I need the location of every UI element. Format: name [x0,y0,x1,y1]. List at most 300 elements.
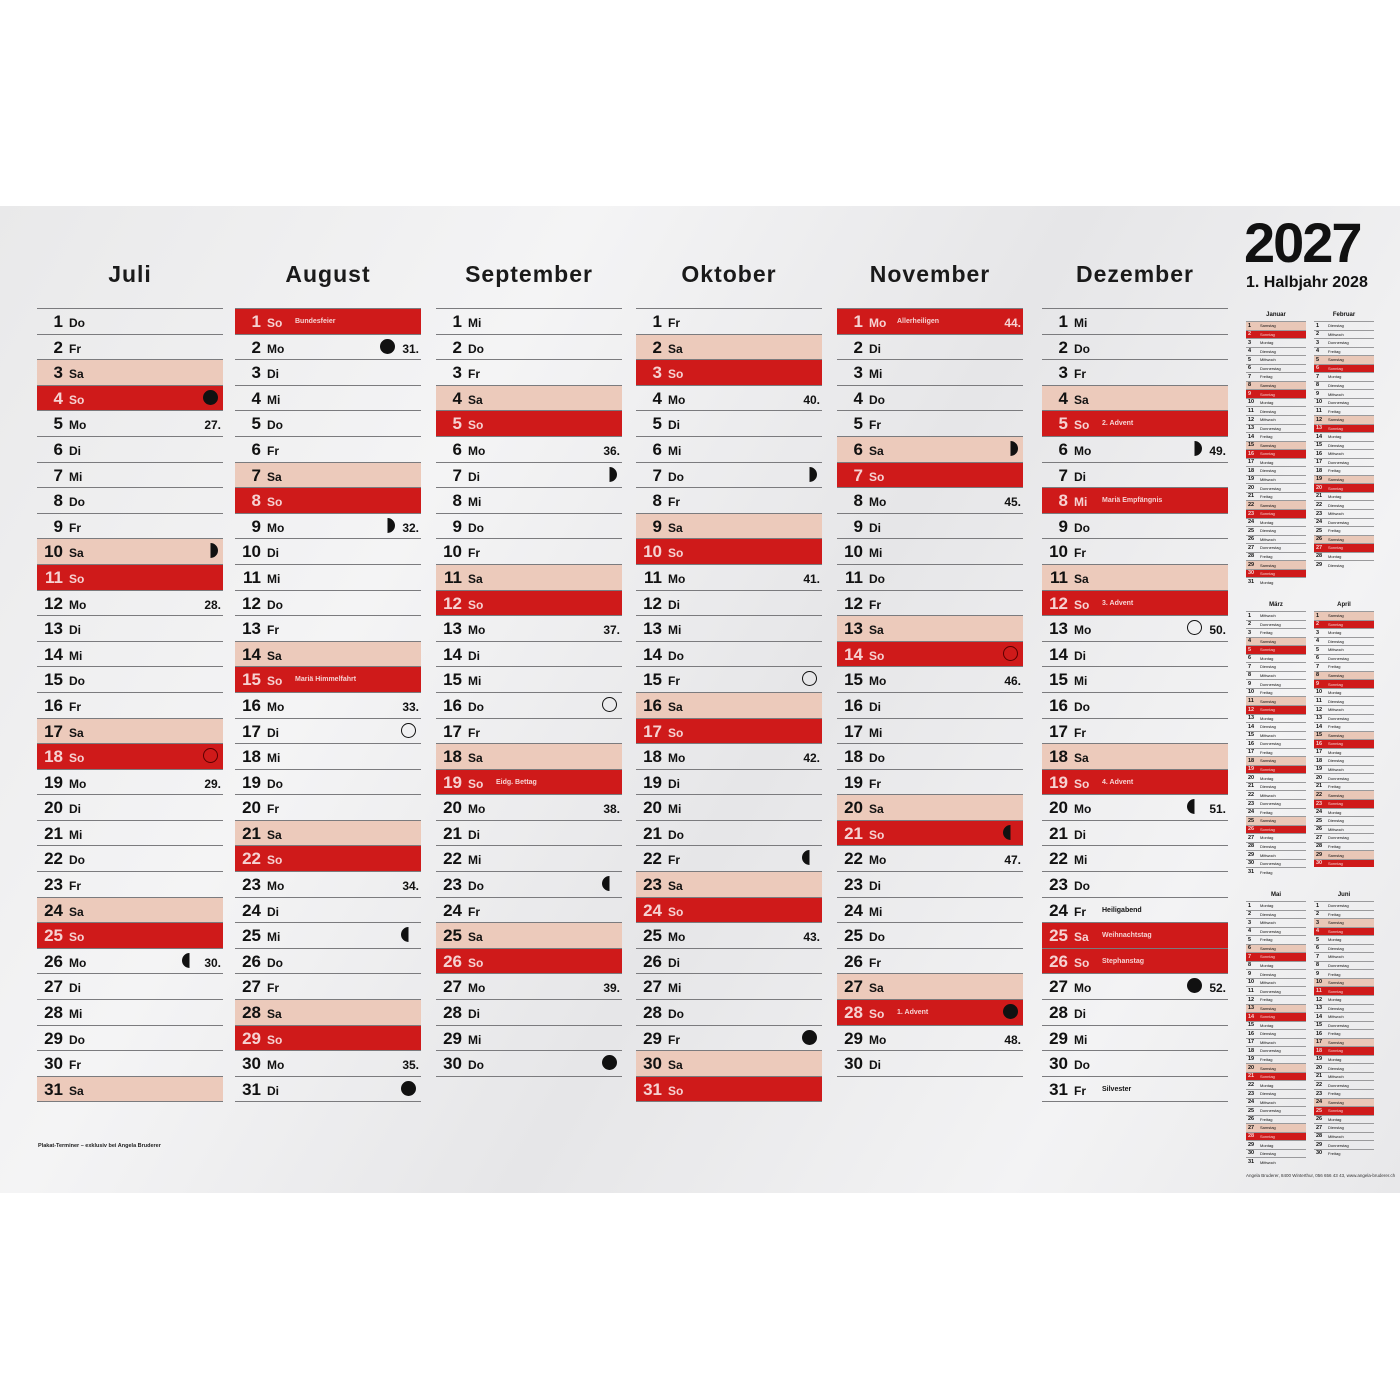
mini-day-number: 29 [1316,561,1323,568]
weekday: Do [869,571,885,586]
mini-weekday: Sonntag [1260,647,1275,653]
day-number: 23 [242,875,261,895]
mini-weekday: Dienstag [1328,1005,1344,1011]
mini-weekday: Mittwoch [1328,954,1344,960]
weekday: Mi [869,367,883,382]
day-row [436,334,622,360]
mini-day-number: 20 [1248,1064,1255,1071]
day-row [636,410,822,436]
new-moon-icon [602,1055,617,1070]
day-row [436,590,622,616]
mini-day-row [1246,569,1306,578]
mini-weekday: Mittwoch [1260,732,1276,738]
weekday: Sa [1074,392,1089,407]
mini-weekday: Freitag [1328,843,1341,849]
day-row [1042,922,1228,948]
mini-day-row [1246,381,1306,390]
mini-weekday: Freitag [1260,1116,1273,1122]
weekday: Mi [69,827,83,842]
mini-month-title: Februar [1332,312,1356,318]
mini-weekday: Freitag [1328,408,1341,414]
mini-day-number: 13 [1316,715,1323,722]
mini-weekday: Mittwoch [1260,920,1276,926]
day-number: 23 [844,875,863,895]
day-row [837,385,1023,411]
day-row [235,385,421,411]
mini-day-number: 10 [1248,979,1255,986]
weekday: Mo [468,443,486,458]
mini-day-number: 17 [1248,749,1255,756]
day-row [1042,641,1228,667]
weekday: Do [267,776,283,791]
mini-weekday: Donnerstag [1260,861,1281,867]
weekday: Do [69,495,85,510]
weekday: Mi [267,930,281,945]
mini-weekday: Dienstag [1260,1151,1276,1157]
day-row [1042,948,1228,974]
mini-day-number: 8 [1248,962,1252,969]
day-number: 26 [242,951,261,971]
day-number: 6 [53,439,63,459]
weekday: Mi [668,802,682,817]
day-row [436,718,622,744]
mini-day-row [1246,918,1306,927]
mini-day-number: 25 [1248,1107,1255,1114]
mini-weekday: Montag [1260,459,1274,465]
mini-weekday: Montag [1328,997,1342,1003]
weekday: Fr [267,443,279,458]
mini-day-row [1246,773,1306,782]
holiday-label: Weihnachtstag [1102,932,1152,940]
week-number: 29. [204,776,221,791]
year-title: 2027 [1244,211,1361,274]
week-number: 40. [803,392,820,407]
day-row [37,897,223,923]
mini-weekday: Samstag [1260,442,1276,448]
day-number: 30 [443,1054,462,1074]
mini-day-row [1314,458,1374,467]
day-row [37,308,223,334]
mini-weekday: Freitag [1328,664,1341,670]
mini-day-number: 31 [1248,1158,1255,1165]
mini-day-number: 19 [1316,476,1323,483]
day-number: 25 [443,926,462,946]
weekday: Sa [468,571,483,586]
mini-weekday: Montag [1260,655,1274,661]
weekday: Fr [869,776,881,791]
month-title: Juli [108,261,152,287]
mini-weekday: Freitag [1260,809,1273,815]
day-row [37,334,223,360]
day-number: 15 [844,670,863,690]
mini-day-number: 22 [1316,1081,1323,1088]
column-end-rule [1042,1101,1228,1102]
mini-weekday: Montag [1260,340,1274,346]
weekday: Do [267,597,283,612]
mini-day-row [1246,1012,1306,1021]
mini-day-number: 21 [1248,1073,1255,1080]
mini-day-number: 12 [1316,416,1323,423]
mini-day-row [1246,535,1306,544]
mini-weekday: Mittwoch [1328,1074,1344,1080]
mini-month-title: Mai [1270,892,1281,898]
day-number: 24 [1049,900,1068,920]
day-row [436,538,622,564]
mini-weekday: Freitag [1260,749,1273,755]
mini-day-row [1246,731,1306,740]
mini-day-number: 28 [1316,1133,1323,1140]
mini-weekday: Sonntag [1328,365,1343,371]
mini-day-row [1246,1157,1306,1166]
mini-day-row [1246,620,1306,629]
mini-day-row [1246,808,1306,817]
weekday: Fr [668,853,680,868]
mini-day-number: 20 [1316,774,1323,781]
weekday: Di [468,469,480,484]
day-row [235,615,421,641]
day-number: 1 [53,312,63,331]
holiday-label: 3. Advent [1102,599,1134,607]
half-year-subtitle: 1. Halbjahr 2028 [1246,274,1368,291]
mini-day-number: 29 [1316,851,1323,858]
mini-day-number: 3 [1248,629,1252,636]
mini-day-row [1314,1063,1374,1072]
weekday: Mi [468,674,482,689]
weekday: Sa [69,1083,84,1098]
day-number: 13 [44,619,63,639]
weekday: Mi [1074,495,1088,510]
mini-day-row [1246,1080,1306,1089]
mini-day-number: 7 [1248,663,1252,670]
weekday: Di [69,623,81,638]
mini-day-row [1314,986,1374,995]
mini-day-row [1314,1149,1374,1158]
day-row [235,359,421,385]
mini-weekday: Donnerstag [1260,928,1281,934]
day-number: 4 [1058,388,1068,408]
weekday: Di [1074,827,1086,842]
week-number: 27. [204,418,221,433]
mini-weekday: Samstag [1328,477,1344,483]
mini-day-row [1246,825,1306,834]
day-row [37,820,223,846]
weekday: Fr [668,674,680,689]
day-number: 1 [853,312,863,331]
mini-day-row [1246,415,1306,424]
weekday: Sa [468,930,483,945]
day-row [1042,538,1228,564]
day-row [837,513,1023,539]
mini-day-number: 6 [1248,945,1252,952]
weekday: Sa [69,725,84,740]
day-number: 25 [643,926,662,946]
day-row [436,359,622,385]
mini-weekday: Sonntag [1260,1074,1275,1080]
weekday: So [267,495,283,510]
mini-day-row [1314,969,1374,978]
mini-day-row [1246,526,1306,535]
day-number: 28 [242,1003,261,1023]
mini-weekday: Donnerstag [1328,775,1349,781]
month-title: November [869,261,991,287]
day-number: 19 [1049,772,1068,792]
day-number: 10 [643,542,662,562]
mini-day-row [1314,995,1374,1004]
mini-weekday: Sonntag [1328,621,1343,627]
holiday-label: 2. Advent [1102,420,1134,428]
day-row [837,743,1023,769]
mini-day-row [1246,722,1306,731]
day-row [436,462,622,488]
mini-day-number: 15 [1316,442,1323,449]
mini-day-row [1314,1055,1374,1064]
mini-day-number: 1 [1316,612,1320,619]
mini-weekday: Montag [1260,903,1274,909]
mini-day-row [1246,1021,1306,1030]
weekday: Sa [267,1007,282,1022]
weekday: So [1074,955,1090,970]
column-end-rule [837,1076,1023,1077]
mini-weekday: Montag [1328,809,1342,815]
mini-day-number: 19 [1316,1056,1323,1063]
mini-weekday: Montag [1260,1142,1274,1148]
day-number: 17 [242,721,261,741]
weekday: Mo [267,341,285,356]
weekday: So [869,827,885,842]
mini-day-number: 26 [1316,536,1323,543]
last-quarter-moon-icon [182,953,197,968]
mini-day-row [1314,645,1374,654]
mini-day-number: 12 [1316,706,1323,713]
day-number: 5 [53,414,63,434]
mini-month [1246,312,1306,586]
day-number: 13 [1049,619,1068,639]
day-number: 25 [242,926,261,946]
week-number: 30. [204,955,221,970]
mini-day-row [1246,654,1306,663]
day-number: 19 [44,772,63,792]
mini-day-row [1314,381,1374,390]
mini-day-number: 27 [1248,1124,1255,1131]
mini-day-number: 27 [1316,1124,1323,1131]
weekday: Fr [1074,367,1086,382]
day-number: 27 [1049,977,1068,997]
day-row [235,436,421,462]
mini-day-row [1314,773,1374,782]
mini-weekday: Montag [1260,400,1274,406]
day-number: 7 [1058,465,1068,485]
first-quarter-moon-icon [602,467,617,482]
mini-day-row [1314,799,1374,808]
weekday: So [267,674,283,689]
mini-weekday: Samstag [1260,1125,1276,1131]
day-row [837,487,1023,513]
day-row [1042,564,1228,590]
mini-day-number: 1 [1248,902,1252,909]
day-number: 27 [643,977,662,997]
mini-weekday: Donnerstag [1260,425,1281,431]
weekday: Fr [869,955,881,970]
mini-day-row [1314,620,1374,629]
day-row [37,359,223,385]
mini-day-row [1314,321,1374,330]
weekday: Mo [668,571,686,586]
weekday: Do [1074,520,1090,535]
mini-weekday: Donnerstag [1328,1082,1349,1088]
mini-day-row [1246,321,1306,330]
day-number: 2 [53,337,63,357]
mini-day-number: 14 [1248,433,1255,440]
mini-day-number: 16 [1316,740,1323,747]
mini-weekday: Sonntag [1260,826,1275,832]
mini-weekday: Samstag [1328,536,1344,542]
mini-day-row [1246,961,1306,970]
day-row [235,692,421,718]
weekday: Fr [468,546,480,561]
day-number: 27 [443,977,462,997]
day-number: 20 [443,798,462,818]
mini-day-row [1314,842,1374,851]
weekday: Do [869,930,885,945]
mini-day-row [1314,696,1374,705]
day-row [1042,743,1228,769]
mini-day-number: 8 [1316,962,1320,969]
weekday: So [869,1007,885,1022]
day-number: 16 [443,695,462,715]
mini-weekday: Sonntag [1260,331,1275,337]
day-number: 25 [844,926,863,946]
day-number: 16 [44,695,63,715]
mini-day-number: 28 [1248,843,1255,850]
mini-day-row [1314,543,1374,552]
weekday: Sa [267,469,282,484]
mini-day-number: 20 [1316,484,1323,491]
weekday: Do [468,520,484,535]
weekday: Mo [869,316,887,330]
mini-day-row [1246,799,1306,808]
mini-weekday: Samstag [1328,980,1344,986]
mini-day-number: 5 [1316,356,1320,363]
day-row [1042,487,1228,513]
day-row [436,308,622,334]
mini-day-row [1246,406,1306,415]
day-number: 12 [44,593,63,613]
mini-day-number: 8 [1248,382,1252,389]
mini-weekday: Donnerstag [1260,681,1281,687]
mini-day-row [1314,466,1374,475]
mini-weekday: Mittwoch [1260,417,1276,423]
mini-day-number: 22 [1316,791,1323,798]
mini-day-row [1314,1004,1374,1013]
mini-day-row [1246,739,1306,748]
mini-day-row [1246,1055,1306,1064]
weekday: Mi [869,725,883,740]
mini-day-row [1314,944,1374,953]
month-title: Oktober [681,261,777,287]
mini-day-number: 15 [1248,732,1255,739]
mini-day-row [1314,654,1374,663]
weekday: Do [668,1007,684,1022]
mini-weekday: Samstag [1328,852,1344,858]
weekday: Do [668,648,684,663]
mini-weekday: Mittwoch [1260,792,1276,798]
mini-day-number: 28 [1316,553,1323,560]
weekday: So [668,546,684,561]
mini-day-number: 24 [1316,1099,1323,1106]
mini-weekday: Samstag [1328,673,1344,679]
day-row [436,922,622,948]
mini-day-row [1314,389,1374,398]
mini-day-number: 22 [1248,501,1255,508]
mini-day-row [1314,500,1374,509]
weekday: Di [267,904,279,919]
mini-day-row [1314,355,1374,364]
day-number: 17 [44,721,63,741]
mini-day-number: 29 [1248,1141,1255,1148]
mini-day-row [1246,986,1306,995]
day-number: 4 [251,388,261,408]
week-number: 41. [803,571,820,586]
day-number: 18 [844,747,863,767]
mini-day-number: 2 [1248,911,1252,918]
day-number: 8 [452,491,462,511]
day-number: 20 [844,798,863,818]
week-number: 42. [803,751,820,766]
mini-weekday: Sonntag [1328,1048,1343,1054]
weekday: So [468,418,484,433]
week-number: 36. [603,443,620,458]
day-row [436,410,622,436]
day-number: 12 [643,593,662,613]
day-row [1042,871,1228,897]
weekday: Sa [869,443,884,458]
mini-day-row [1314,688,1374,697]
weekday: Mo [267,879,285,894]
day-number: 5 [251,414,261,434]
day-row [837,436,1023,462]
mini-day-row [1314,927,1374,936]
day-row [436,845,622,871]
mini-weekday: Montag [1260,835,1274,841]
mini-weekday: Dienstag [1260,664,1276,670]
mini-day-row [1246,714,1306,723]
mini-day-number: 10 [1248,689,1255,696]
mini-weekday: Mittwoch [1328,767,1344,773]
week-number: 43. [803,930,820,945]
mini-day-row [1246,679,1306,688]
day-row [235,794,421,820]
mini-day-row [1314,483,1374,492]
mini-day-number: 15 [1316,1022,1323,1029]
weekday: Sa [869,623,884,638]
mini-weekday: Mittwoch [1260,673,1276,679]
weekday: Mo [668,930,686,945]
weekday: Mo [668,392,686,407]
mini-day-row [1246,1106,1306,1115]
weekday: Mi [468,495,482,510]
mini-day-number: 9 [1248,680,1252,687]
mini-weekday: Sonntag [1328,741,1343,747]
mini-weekday: Dienstag [1260,971,1276,977]
mini-day-number: 20 [1248,774,1255,781]
weekday: Fr [1074,546,1086,561]
day-row [636,718,822,744]
day-number: 18 [1049,747,1068,767]
mini-day-row [1246,483,1306,492]
mini-day-row [1246,492,1306,501]
mini-day-row [1246,500,1306,509]
weekday: Do [668,827,684,842]
